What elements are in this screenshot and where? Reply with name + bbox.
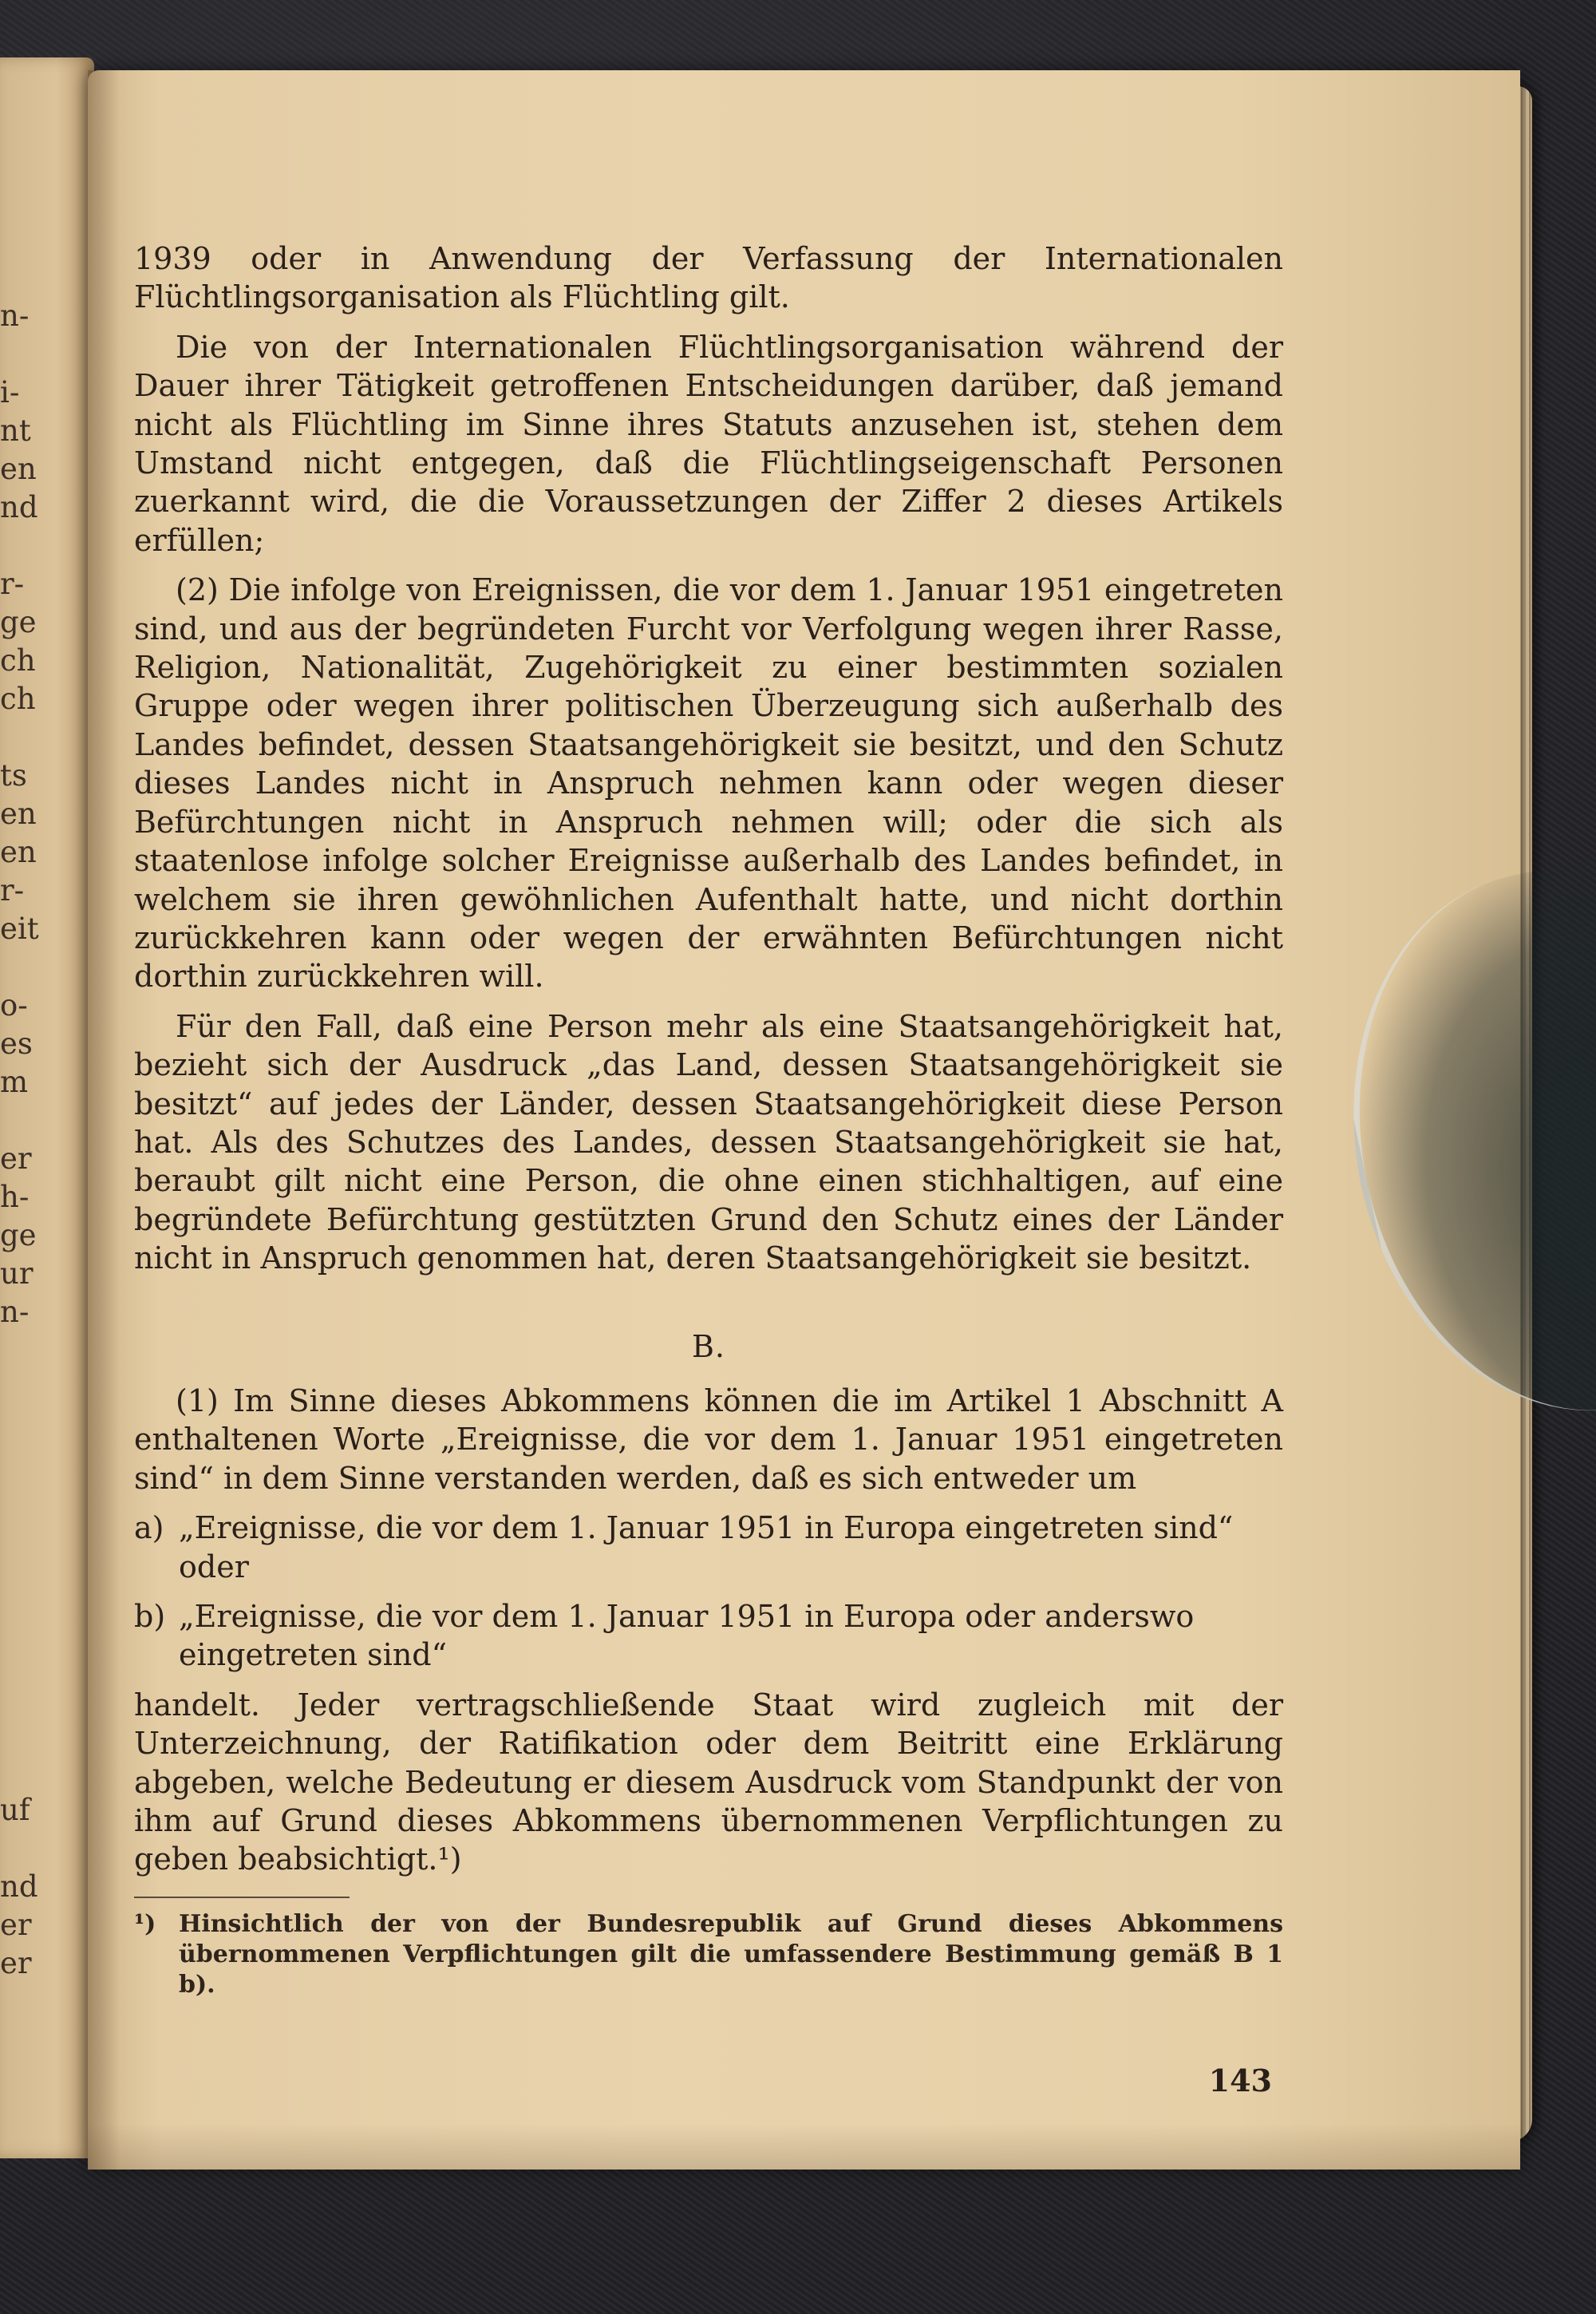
page-bottom-shade: [88, 2123, 1520, 2170]
previous-page-fragment: n-: [0, 299, 30, 333]
previous-page-fragment: er: [0, 1141, 32, 1176]
previous-page-fragment: i-: [0, 375, 20, 409]
previous-page-fragment: o-: [0, 988, 28, 1023]
previous-page-fragment: [0, 1829, 56, 1868]
previous-page-fragment: en: [0, 797, 37, 831]
previous-page-fragment: [0, 1561, 56, 1600]
previous-page-fragment: [0, 1408, 56, 1446]
previous-page-fragment: er: [0, 1908, 32, 1942]
previous-page-fragment: [0, 1715, 56, 1753]
page-gutter-shadow: [88, 70, 120, 2170]
previous-page-fragment: [0, 1446, 56, 1485]
previous-page-fragment: [0, 1523, 56, 1561]
previous-page-fragment: [0, 718, 56, 757]
previous-page-fragment: [0, 948, 56, 987]
paragraph: Die von der Internationalen Flüchtlingsorganisation während der Dauer ihrer Tätigkeit getroffenen Entscheidungen darüber, daß jemand nicht als Flüchtling im Sinne ihres Statuts anzusehen ist, stehen dem Umstand nicht entgegen, daß die Flüchtlingseigenschaft Personen zuerkannt wird, die die Voraussetzungen der Ziffer 2 dieses Artikels erfüllen;: [134, 329, 1283, 558]
previous-page-fragment: en: [0, 835, 37, 869]
previous-page-fragment: m: [0, 1065, 29, 1099]
previous-page-fragment: en: [0, 452, 37, 486]
list-marker: a): [134, 1510, 164, 1546]
previous-page-fragment: ch: [0, 682, 36, 716]
page-number: 143: [1208, 2063, 1272, 2098]
previous-page-text-fragments: [0, 297, 56, 1983]
footnote: [134, 1909, 1283, 2000]
previous-page-edge: [0, 57, 94, 2158]
list-item-text: „Ereignisse, die vor dem 1. Januar 1951 in Europa oder anderswo eingetreten sind“: [179, 1599, 1195, 1673]
footnote-divider: [134, 1897, 350, 1898]
previous-page-fragment: ge: [0, 605, 37, 639]
previous-page-fragment: ch: [0, 643, 36, 678]
previous-page-fragment: h-: [0, 1180, 30, 1214]
previous-page-fragment: nt: [0, 413, 31, 448]
section-intro: (1) Im Sinne dieses Abkommens können die im Artikel 1 Abschnitt A enthaltenen Worte „Ereignisse, die vor dem 1. Januar 1951 eingetreten sind“ in dem Sinne verstanden werden, daß es sich entweder um: [134, 1382, 1283, 1496]
list-marker: b): [134, 1599, 166, 1634]
paragraph: Für den Fall, daß eine Person mehr als eine Staatsangehörigkeit hat, bezieht sich der Ausdruck „das Land, dessen Staatsangehörigkeit sie besitzt“ auf jedes der Länder, dessen Staatsangehörigkeit diese Person hat. Als des Schutzes des Landes, dessen Staatsangehörigkeit sie hat, beraubt gilt nicht eine Person, die ohne einen stichhaltigen, auf eine begründete Befürchtung gestützten Grund den Schutz eines der Länder nicht in Anspruch genommen hat, deren Staatsangehörigkeit sie besitzt.: [134, 1008, 1283, 1276]
previous-page-fragment: er: [0, 1946, 32, 1980]
footnote-text: Hinsichtlich der von der Bundesrepublik auf Grund dieses Abkommens übernommenen Verpflichtungen gilt die umfassendere Bestimmung gemäß B 1 b).: [179, 1909, 1283, 1999]
previous-page-fragment: [0, 1485, 56, 1523]
previous-page-fragment: [0, 1676, 56, 1715]
previous-page-fragment: [0, 1600, 56, 1638]
previous-page-fragment: n-: [0, 1295, 30, 1329]
paragraph-continuation: 1939 oder in Anwendung der Verfassung der Internationalen Flüchtlingsorganisation als Flüchtling gilt.: [134, 241, 1283, 315]
previous-page-fragment: ts: [0, 758, 27, 793]
previous-page-fragment: [0, 1370, 56, 1408]
previous-page-fragment: [0, 335, 56, 374]
previous-page-fragment: nd: [0, 1869, 38, 1904]
previous-page-fragment: ur: [0, 1256, 34, 1291]
footnote-marker: ¹): [134, 1909, 156, 1938]
closing-paragraph: handelt. Jeder vertragschließende Staat wird zugleich mit der Unterzeichnung, der Ratifikation oder dem Beitritt eine Erklärung abgeben, welche Bedeutung er diesem Ausdruck vom Standpunkt der von ihm auf Grund dieses Abkommens übernommenen Verpflichtungen zu geben beabsichtigt.¹): [134, 1687, 1283, 1877]
previous-page-fragment: eit: [0, 912, 39, 946]
previous-page-fragment: nd: [0, 490, 38, 524]
previous-page-fragment: uf: [0, 1793, 30, 1827]
list-item: [134, 1597, 1283, 1675]
previous-page-fragment: [0, 1102, 56, 1140]
previous-page-fragment: [0, 527, 56, 565]
previous-page-fragment: [0, 1331, 56, 1370]
list-item: [134, 1509, 1283, 1586]
previous-page-fragment: r-: [0, 873, 25, 908]
paragraph: (2) Die infolge von Ereignissen, die vor dem 1. Januar 1951 eingetreten sind, und aus der begründeten Furcht vor Verfolgung wegen ihrer Rasse, Religion, Nationalität, Zugehörigkeit zu einer bestimmten sozialen Gruppe oder wegen ihrer politischen Überzeugung sich außerhalb des Landes befindet, dessen Staatsangehörigkeit sie besitzt, und den Schutz dieses Landes nicht in Anspruch nehmen kann oder wegen dieser Befürchtungen nicht in Anspruch nehmen will; oder die sich als staatenlose infolge solcher Ereignisse außerhalb des Landes befindet, in welchem sie ihren gewöhnlichen Aufenthalt hatte, und nicht dorthin zurückkehren kann oder wegen der erwähnten Befürchtungen nicht dorthin zurückkehren will.: [134, 572, 1283, 995]
previous-page-fragment: es: [0, 1026, 33, 1061]
previous-page-fragment: ge: [0, 1218, 37, 1252]
section-heading: B.: [691, 1328, 725, 1364]
previous-page-fragment: [0, 1753, 56, 1791]
previous-page-fragment: [0, 1638, 56, 1676]
list-item-text: „Ereignisse, die vor dem 1. Januar 1951 in Europa eingetreten sind“ oder: [179, 1510, 1234, 1584]
page-text: [134, 239, 1283, 2000]
previous-page-fragment: r-: [0, 567, 25, 601]
